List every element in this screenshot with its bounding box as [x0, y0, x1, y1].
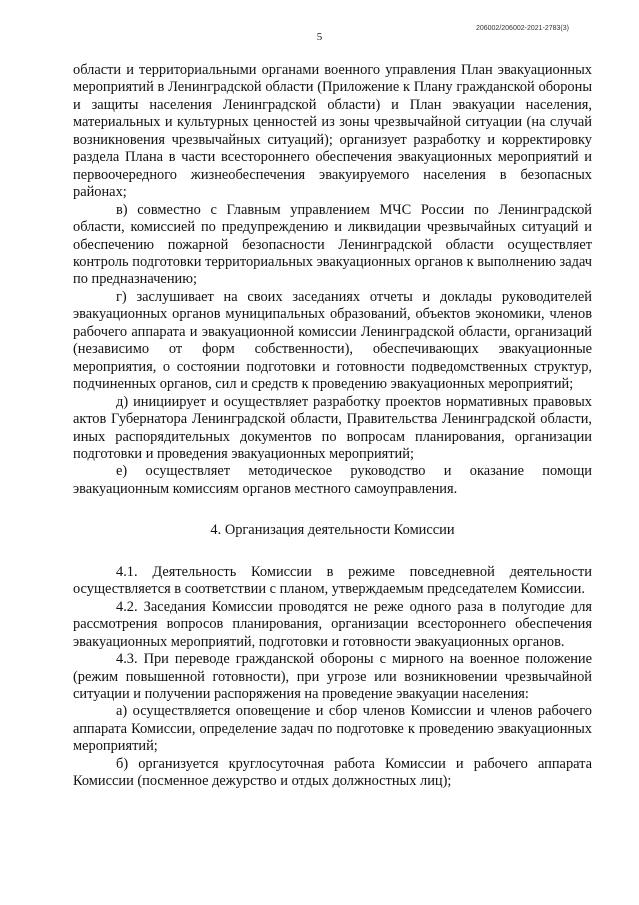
paragraph-continuation: области и территориальными органами военного управления План эвакуационных мероприятий в Ленинградской области (Приложение к Плану гражданской обороны и защиты населения Ленинградской области) и План эвакуации населения, материальных и культурных ценностей из зоны чрезвычайной ситуации (на случай возникновения чрезвычайных ситуаций); организует разработку и корректировку раздела Плана в части всестороннего обеспечения эвакуационных мероприятий и первоочередного жизнеобеспечения эвакуируемого населения в безопасных районах; [73, 62, 592, 201]
paragraph-item-b: б) организуется круглосуточная работа Комиссии и рабочего аппарата Комиссии (посменное дежурство и отдых должностных лиц); [73, 755, 592, 790]
section-heading: 4. Организация деятельности Комиссии [210, 522, 455, 539]
document-id: 206002/206002-2021-2783(3) [475, 25, 569, 32]
paragraph-item-d: д) инициирует и осуществляет разработку проектов нормативных правовых актов Губернатора Ленинградской области, Правительства Ленинградской области, иных распорядительных документов по вопросам планирования, организации подготовки и проведения эвакуационных мероприятий; [73, 393, 592, 462]
paragraph-4-1: 4.1. Деятельность Комиссии в режиме повседневной деятельности осуществляется в соответствии с планом, утверждаемым председателем Комиссии. [73, 563, 592, 598]
paragraph-item-v: в) совместно с Главным управлением МЧС России по Ленинградской области, комиссией по предупреждению и ликвидации чрезвычайных ситуаций и обеспечению пожарной безопасности Ленинградской области осуществляет контроль подготовки территориальных эвакуационных органов к выполнению задач по предназначению; [73, 201, 592, 288]
document-body [73, 62, 592, 791]
paragraph-item-a: а) осуществляется оповещение и сбор членов Комиссии и членов рабочего аппарата Комиссии, определение задач по подготовке к проведению эвакуационных мероприятий; [73, 703, 592, 755]
paragraph-item-e: е) осуществляет методическое руководство и оказание помощи эвакуационным комиссиям органов местного самоуправления. [73, 463, 592, 497]
page-number: 5 [316, 31, 323, 43]
paragraph-4-3: 4.3. При переводе гражданской обороны с мирного на военное положение (режим повышенной готовности), при угрозе или возникновении чрезвычайной ситуации и получении распоряжения на проведение эвакуации населения: [73, 651, 592, 702]
paragraph-4-2: 4.2. Заседания Комиссии проводятся не реже одного раза в полугодие для рассмотрения вопросов планирования, организации всестороннего обеспечения эвакуационных мероприятий, подготовки и готовности эвакуационных органов. [73, 598, 592, 650]
paragraph-item-g: г) заслушивает на своих заседаниях отчеты и доклады руководителей эвакуационных органов муниципальных образований, объектов экономики, членов рабочего аппарата и эвакуационной комиссии Ленинградской области, организаций (независимо от форм собственности), обеспечивающих эвакуационные мероприятия, о состоянии подготовки и готовности подведомственных структур, подчиненных органов, сил и средств к проведению эвакуационных мероприятий; [73, 288, 592, 393]
